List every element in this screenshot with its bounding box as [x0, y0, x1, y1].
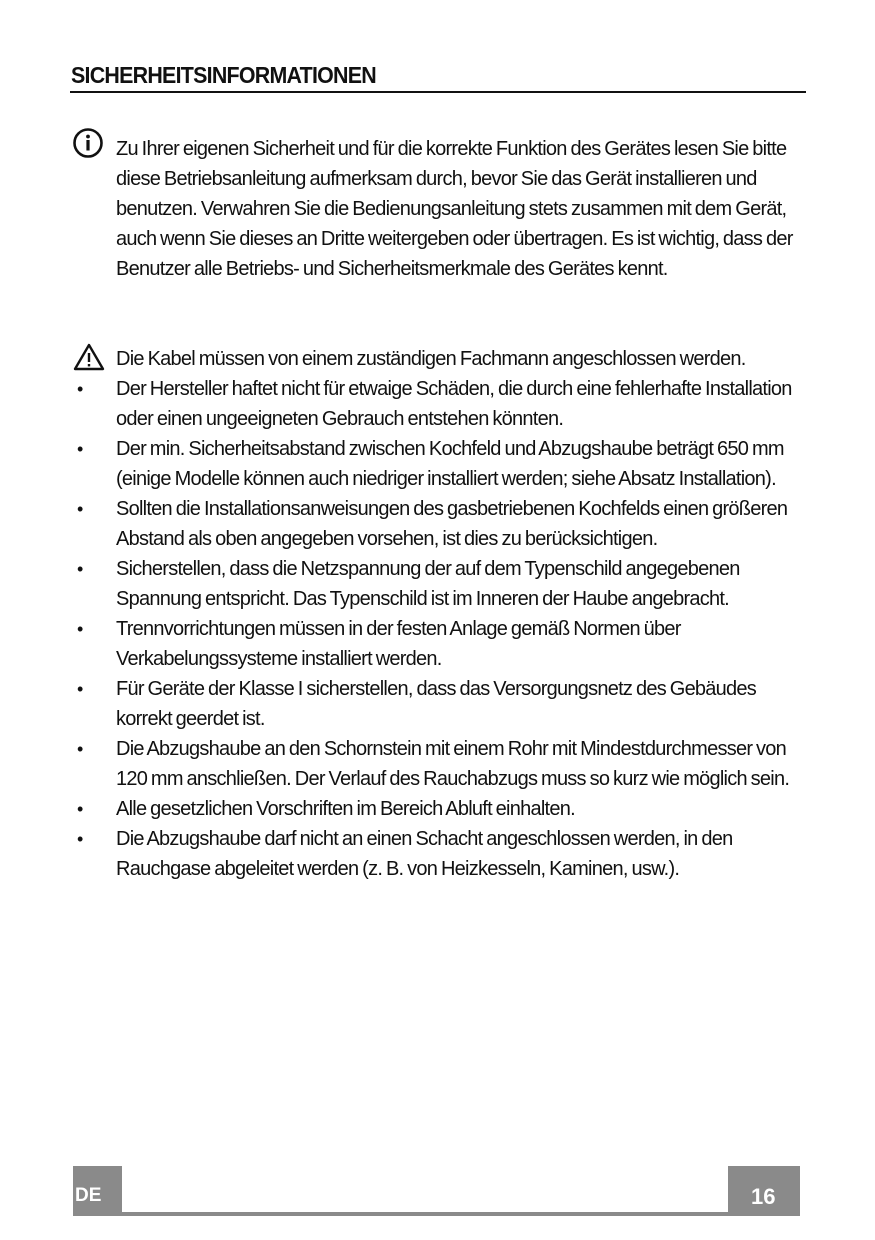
bullet-icon: •: [77, 559, 83, 579]
list-item-text: Der Hersteller haftet nicht für etwaige Schäden, die durch eine fehlerhafte Installation oder einen ungeeigneten Gebrauch entstehen könnten.: [116, 378, 792, 430]
list-item-text: Trennvorrichtungen müssen in der festen Anlage gemäß Normen über Verkabelungssysteme installiert werden.: [116, 618, 681, 670]
bullet-icon: •: [77, 499, 83, 519]
page-number-badge: [728, 1166, 800, 1216]
warning-triangle-icon: [73, 343, 105, 371]
safety-list: [70, 374, 806, 884]
intro-paragraph: Zu Ihrer eigenen Sicherheit und für die korrekte Funktion des Gerätes lesen Sie bitte diese Betriebsanleitung aufmerksam durch, bevor Sie das Gerät installieren und benutzen. Verwahren Sie die Bedienungsanleitung stets zusammen mit dem Gerät, auch wenn Sie dieses an Dritte weitergeben oder übertragen. Es ist wichtig, dass der Benutzer alle Betriebs- und Sicherheitsmerkmale des Gerätes kennt.: [116, 138, 793, 280]
page-header: [70, 60, 806, 93]
language-label: DE: [75, 1185, 102, 1206]
bullet-icon: •: [77, 619, 83, 639]
bullet-icon: •: [77, 829, 83, 849]
list-item: [70, 434, 806, 494]
footer-rule: [122, 1212, 728, 1216]
warning-text: Die Kabel müssen von einem zuständigen Fachmann angeschlossen werden.: [116, 348, 746, 370]
page-number: 16: [751, 1184, 776, 1209]
list-item-text: Für Geräte der Klasse I sicherstellen, dass das Versorgungsnetz des Gebäudes korrekt geerdet ist.: [116, 678, 757, 730]
list-item: [70, 824, 806, 884]
list-item: [70, 614, 806, 674]
list-item: [70, 674, 806, 734]
info-circle-icon: [72, 127, 104, 159]
bullet-icon: •: [77, 679, 83, 699]
list-item-text: Sicherstellen, dass die Netzspannung der auf dem Typenschild angegebenen Spannung entspricht. Das Typenschild ist im Inneren der Haube angebracht.: [116, 558, 740, 610]
list-item: [70, 794, 806, 824]
list-item-text: Die Abzugshaube darf nicht an einen Schacht angeschlossen werden, in den Rauchgase abgeleitet werden (z. B. von Heizkesseln, Kaminen, usw.).: [116, 828, 733, 880]
list-item: [70, 494, 806, 554]
language-badge: [73, 1166, 122, 1216]
bullet-icon: •: [77, 799, 83, 819]
bullet-icon: •: [77, 739, 83, 759]
list-item-text: Die Abzugshaube an den Schornstein mit einem Rohr mit Mindestdurchmesser von 120 mm anschließen. Der Verlauf des Rauchabzugs muss so kurz wie möglich sein.: [116, 738, 790, 790]
bullet-icon: •: [77, 379, 83, 399]
bullet-icon: •: [77, 439, 83, 459]
list-item-text: Der min. Sicherheitsabstand zwischen Kochfeld und Abzugshaube beträgt 650 mm (einige Modelle können auch niedriger installiert werden; siehe Absatz Installation).: [116, 438, 784, 490]
list-item-text: Sollten die Installationsanweisungen des gasbetriebenen Kochfelds einen größeren Abstand als oben angegeben vorsehen, ist dies zu berücksichtigen.: [116, 498, 788, 550]
warning-block: [70, 344, 806, 374]
list-item: [70, 374, 806, 434]
page-title: SICHERHEITSINFORMATIONEN: [71, 62, 376, 88]
list-item-text: Alle gesetzlichen Vorschriften im Bereich Abluft einhalten.: [116, 798, 575, 820]
list-item: [70, 554, 806, 614]
list-item: [70, 734, 806, 794]
